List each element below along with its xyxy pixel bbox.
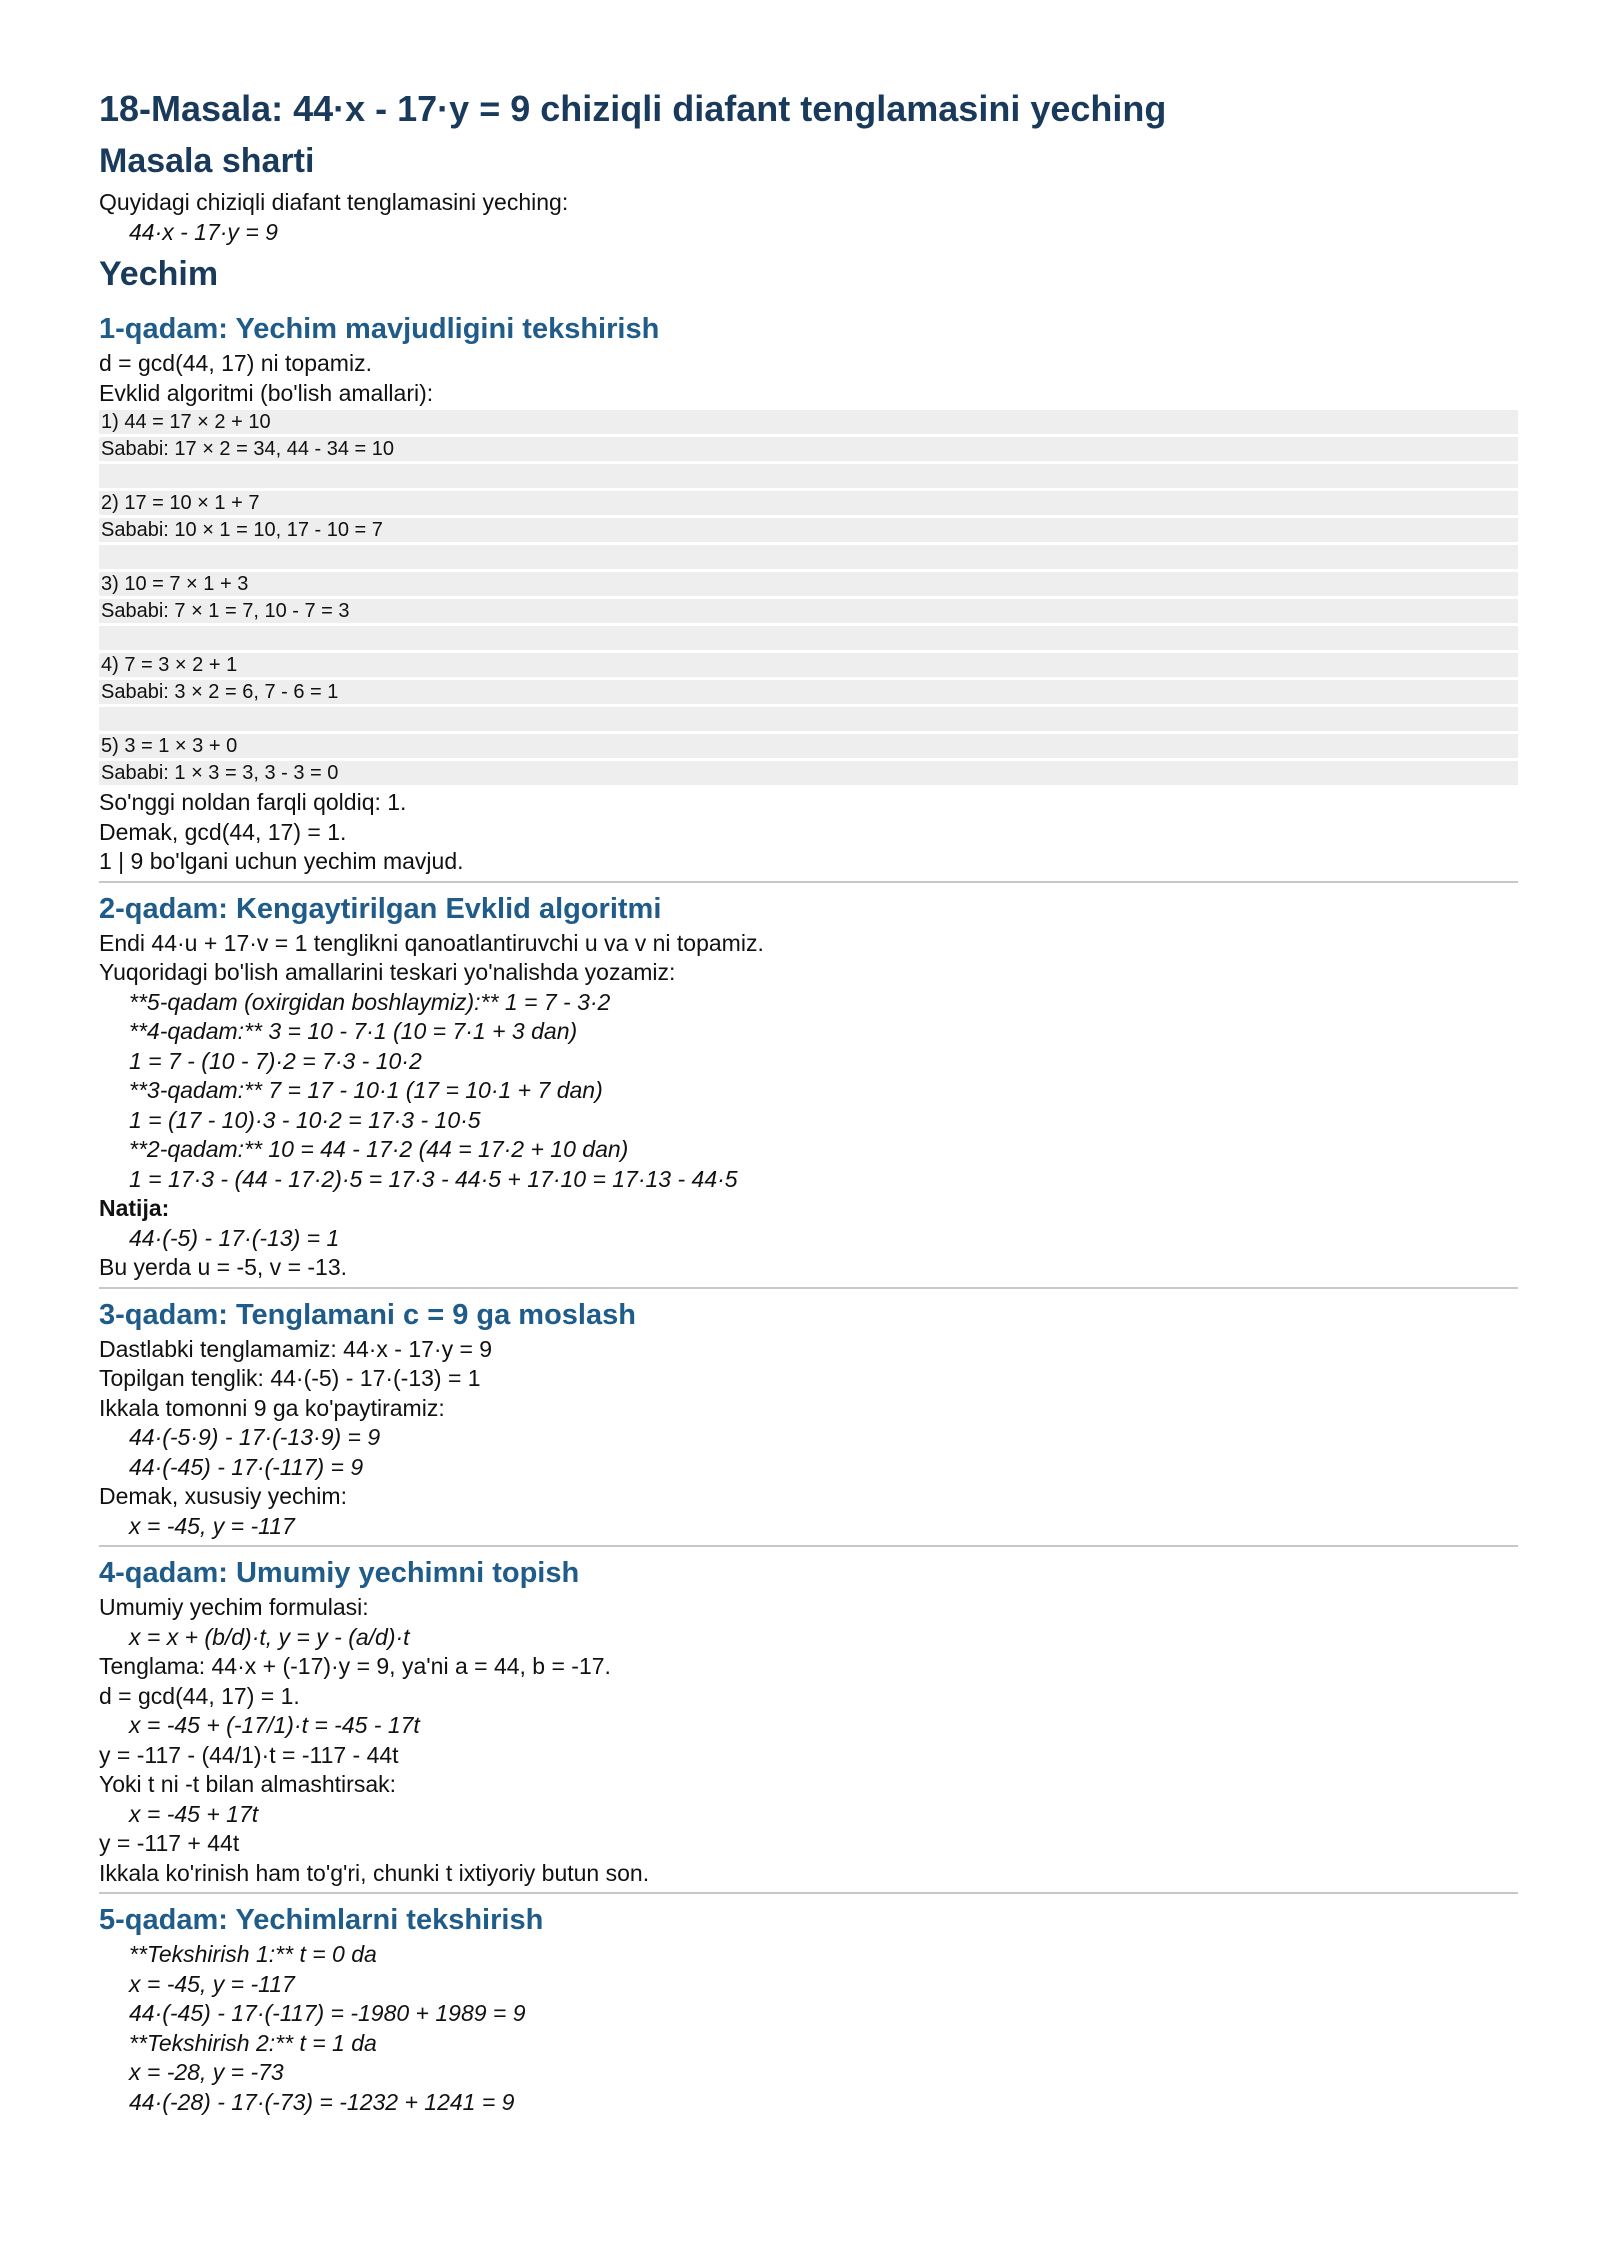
step-2-line: Endi 44·u + 17·v = 1 tenglikni qanoatlantiruvchi u va v ni topamiz. <box>99 929 764 956</box>
check-line: 44·(-45) - 17·(-117) = -1980 + 1989 = 9 <box>129 2000 526 2026</box>
step-4-line: Tenglama: 44·x + (-17)·y = 9, ya'ni a = 44, b = -17. <box>99 1653 611 1679</box>
step-3-heading: 3-qadam: Tenglamani c = 9 ga moslash <box>99 1298 636 1331</box>
step-4-line: Ikkala ko'rinish ham to'g'ri, chunki t ixtiyoriy butun son. <box>99 1859 650 1886</box>
check-line: **Tekshirish 1:** t = 0 da <box>129 1941 377 1967</box>
step-2-heading: 2-qadam: Kengaytirilgan Evklid algoritmi <box>99 892 662 925</box>
step-4-formula: x = -45 + (-17/1)·t = -45 - 17t <box>129 1712 420 1738</box>
check-line: 44·(-28) - 17·(-73) = -1232 + 1241 = 9 <box>129 2088 515 2115</box>
euclid-code-block <box>99 410 1518 785</box>
code-line: 3) 10 = 7 × 1 + 3 <box>99 572 1518 596</box>
result-text: Bu yerda u = -5, v = -13. <box>99 1254 348 1280</box>
section-divider <box>99 1892 1518 1894</box>
document-title: 18-Masala: 44·x - 17·y = 9 chiziqli diafant tenglamasini yeching <box>99 88 1167 129</box>
step-1-after: So'nggi noldan farqli qoldiq: 1. <box>99 789 407 815</box>
code-line: 1) 44 = 17 × 2 + 10 <box>99 410 1518 434</box>
step-4-line: Yoki t ni -t bilan almashtirsak: <box>99 1771 397 1797</box>
section-divider <box>99 881 1518 883</box>
step-4-formula: x = -45 + 17t <box>129 1800 259 1827</box>
step-1-heading: 1-qadam: Yechim mavjudligini tekshirish <box>99 313 660 345</box>
step-1-line: Evklid algoritmi (bo'lish amallari): <box>99 379 434 406</box>
section-divider <box>99 1287 1518 1289</box>
step-2-derivation: **4-qadam:** 3 = 10 - 7·1 (10 = 7·1 + 3 dan) <box>129 1018 578 1044</box>
step-1-line: d = gcd(44, 17) ni topamiz. <box>99 350 372 376</box>
code-line-empty <box>99 707 1518 731</box>
step-3 <box>99 1295 1518 1542</box>
step-2-derivation: 1 = (17 - 10)·3 - 10·2 = 17·3 - 10·5 <box>129 1106 481 1133</box>
code-line: Sababi: 7 × 1 = 7, 10 - 7 = 3 <box>99 599 1518 623</box>
step-3-line: Topilgan tenglik: 44·(-5) - 17·(-13) = 1 <box>99 1365 481 1391</box>
result-equation: 44·(-5) - 17·(-13) = 1 <box>129 1224 340 1251</box>
check-line: x = -45, y = -117 <box>129 1970 295 1997</box>
code-line: Sababi: 10 × 1 = 10, 17 - 10 = 7 <box>99 518 1518 542</box>
step-2-line: Yuqoridagi bo'lish amallarini teskari yo'nalishda yozamiz: <box>99 959 676 985</box>
step-5 <box>99 1900 1518 2117</box>
code-line: Sababi: 3 × 2 = 6, 7 - 6 = 1 <box>99 680 1518 704</box>
condition-text: Quyidagi chiziqli diafant tenglamasini yeching: <box>99 189 569 215</box>
step-1 <box>99 309 1518 877</box>
step-3-line: Dastlabki tenglamamiz: 44·x - 17·y = 9 <box>99 1335 493 1362</box>
code-line: 5) 3 = 1 × 3 + 0 <box>99 734 1518 758</box>
step-2-derivation: **5-qadam (oxirgidan boshlaymiz):** 1 = 7 - 3·2 <box>129 988 611 1015</box>
particular-solution: x = -45, y = -117 <box>129 1512 295 1539</box>
step-4-line: y = -117 - (44/1)·t = -117 - 44t <box>99 1741 399 1768</box>
code-line: Sababi: 17 × 2 = 34, 44 - 34 = 10 <box>99 437 1518 461</box>
solution-heading: Yechim <box>99 255 219 293</box>
step-4-line: Umumiy yechim formulasi: <box>99 1594 369 1620</box>
step-2-derivation: 1 = 17·3 - (44 - 17·2)·5 = 17·3 - 44·5 + 17·10 = 17·13 - 44·5 <box>129 1165 738 1192</box>
condition-equation: 44·x - 17·y = 9 <box>129 218 278 245</box>
step-4-heading: 4-qadam: Umumiy yechimni topish <box>99 1557 580 1589</box>
check-line: x = -28, y = -73 <box>129 2059 284 2085</box>
code-line-empty <box>99 545 1518 569</box>
result-label: Natija: <box>99 1195 170 1221</box>
step-4 <box>99 1553 1518 1888</box>
step-3-conclusion: Demak, xususiy yechim: <box>99 1483 347 1509</box>
check-line: **Tekshirish 2:** t = 1 da <box>129 2029 377 2056</box>
step-2-derivation: **2-qadam:** 10 = 44 - 17·2 (44 = 17·2 + 10 dan) <box>129 1136 629 1162</box>
condition-heading: Masala sharti <box>99 142 315 180</box>
step-1-after: 1 | 9 bo'lgani uchun yechim mavjud. <box>99 848 464 874</box>
step-5-heading: 5-qadam: Yechimlarni tekshirish <box>99 1904 544 1936</box>
code-line-empty <box>99 464 1518 488</box>
step-2 <box>99 889 1518 1283</box>
code-line-empty <box>99 626 1518 650</box>
step-3-line: Ikkala tomonni 9 ga ko'paytiramiz: <box>99 1394 445 1421</box>
section-divider <box>99 1545 1518 1547</box>
step-1-after: Demak, gcd(44, 17) = 1. <box>99 818 347 845</box>
step-3-equation: 44·(-45) - 17·(-117) = 9 <box>129 1453 364 1480</box>
step-2-derivation: **3-qadam:** 7 = 17 - 10·1 (17 = 10·1 + 7 dan) <box>129 1077 603 1103</box>
code-line: Sababi: 1 × 3 = 3, 3 - 3 = 0 <box>99 761 1518 785</box>
step-3-equation: 44·(-5·9) - 17·(-13·9) = 9 <box>129 1424 381 1450</box>
step-4-formula: x = x + (b/d)·t, y = y - (a/d)·t <box>129 1623 410 1650</box>
step-4-line: y = -117 + 44t <box>99 1830 240 1856</box>
step-2-derivation: 1 = 7 - (10 - 7)·2 = 7·3 - 10·2 <box>129 1047 422 1074</box>
code-line: 4) 7 = 3 × 2 + 1 <box>99 653 1518 677</box>
step-4-line: d = gcd(44, 17) = 1. <box>99 1682 300 1709</box>
code-line: 2) 17 = 10 × 1 + 7 <box>99 491 1518 515</box>
